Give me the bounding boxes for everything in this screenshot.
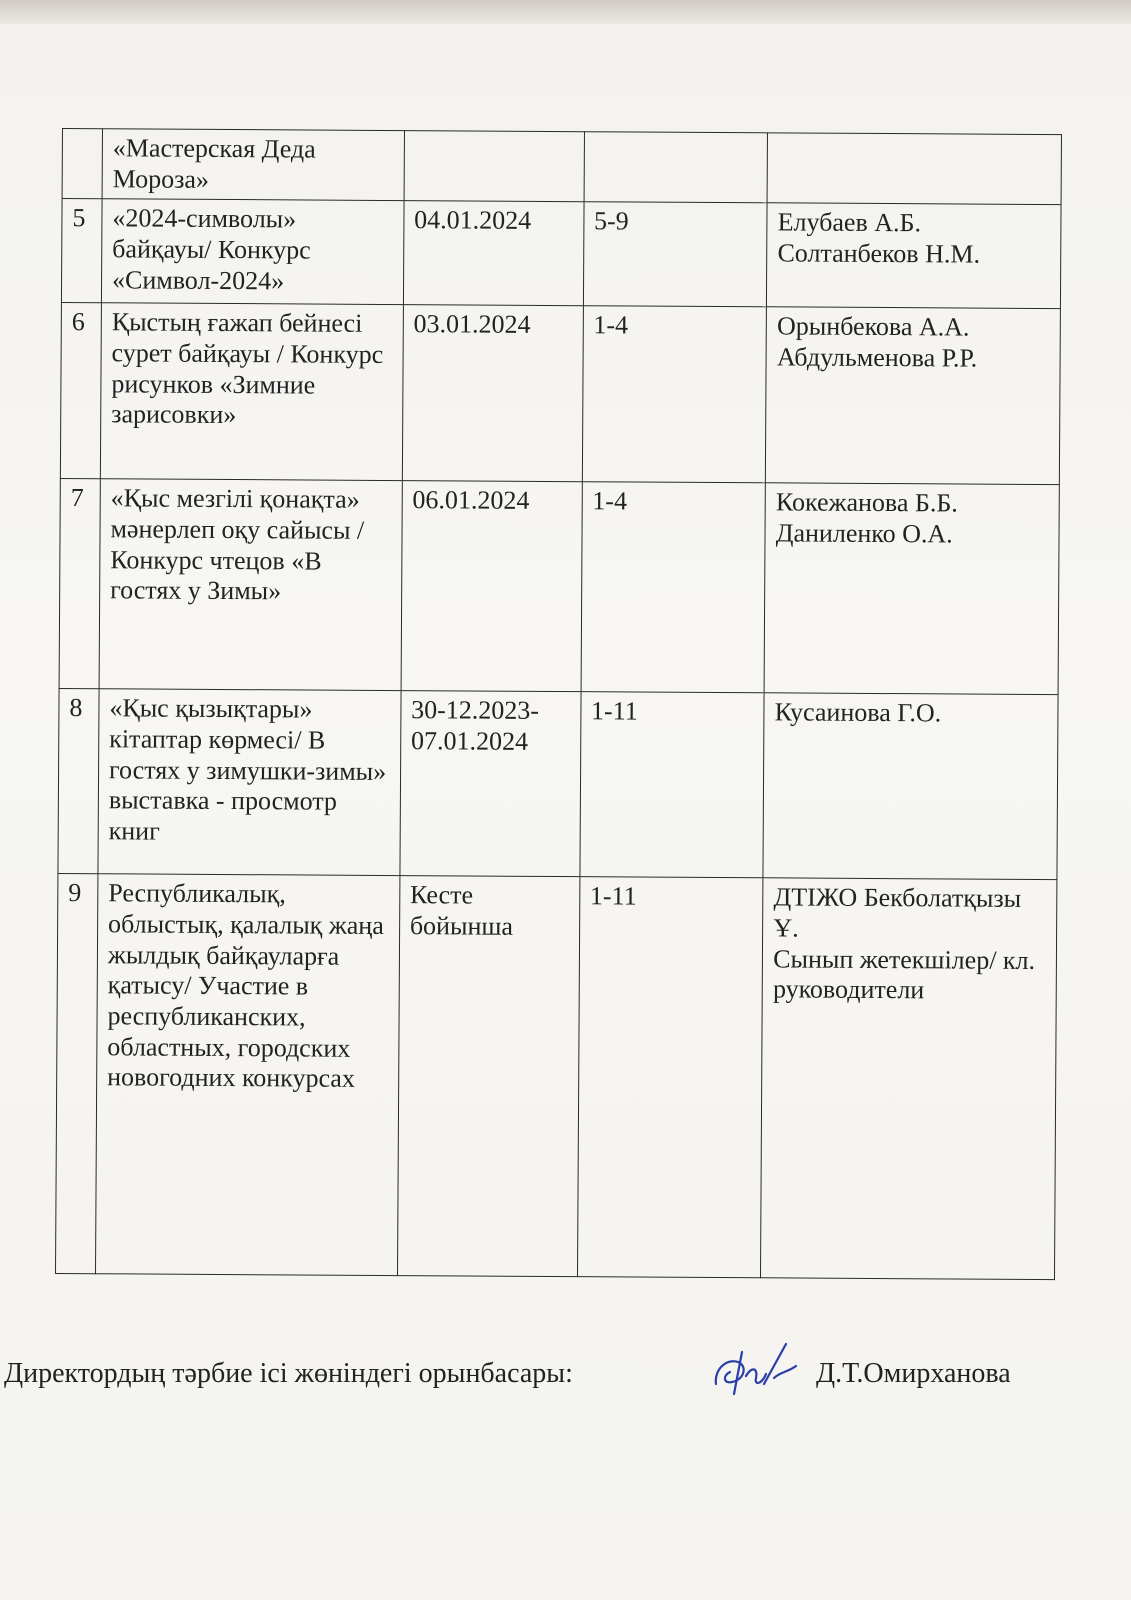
date-cell: 03.01.2024 xyxy=(402,305,583,482)
date-cell: 04.01.2024 xyxy=(403,201,584,306)
table-row xyxy=(58,689,1058,880)
signatory-name: Д.Т.Омирханова xyxy=(816,1358,1011,1389)
row-number: 8 xyxy=(58,689,99,874)
grades-cell: 1-11 xyxy=(580,692,765,878)
grades-cell: 1-4 xyxy=(582,306,767,483)
row-number: 7 xyxy=(59,479,100,689)
events-table xyxy=(55,128,1062,1280)
grades-cell: 1-4 xyxy=(581,482,766,693)
grades-cell: 1-11 xyxy=(577,877,763,1278)
table-row xyxy=(61,199,1061,309)
event-cell: «Мастерская Деда Мороза» xyxy=(102,129,404,201)
row-number: 9 xyxy=(56,874,98,1274)
table-row xyxy=(56,874,1057,1280)
date-cell xyxy=(404,131,584,202)
position-title: Директордың тәрбие ісі жөніндегі орынбасары: xyxy=(4,1358,573,1389)
responsible-cell: Кокежанова Б.Б. Даниленко О.А. xyxy=(764,483,1059,695)
event-cell: «2024-символы» байқауы/ Конкурс «Символ-2024» xyxy=(101,199,403,305)
responsible-cell: Елубаев А.Б. Солтанбеков Н.М. xyxy=(767,203,1061,309)
event-cell: Қыстың ғажап бейнесі сурет байқауы / Конкурс рисунков «Зимние зарисовки» xyxy=(100,303,403,481)
row-number: 6 xyxy=(60,303,101,479)
responsible-cell xyxy=(767,133,1061,205)
row-number xyxy=(62,129,102,200)
table-row xyxy=(60,303,1060,485)
responsible-cell: Кусаинова Г.О. xyxy=(763,693,1058,880)
handwritten-signature xyxy=(704,1332,804,1402)
event-cell: «Қыс мезгілі қонақта» мәнерлеп оқу сайысы / Конкурс чтецов «В гостях у Зимы» xyxy=(99,479,402,691)
event-cell: «Қыс қызықтары» кітаптар көрмесі/ В гостях у зимушки-зимы» выставка - просмотр книг xyxy=(98,689,401,876)
responsible-cell: Орынбекова А.А. Абдульменова Р.Р. xyxy=(766,307,1061,485)
row-number: 5 xyxy=(61,199,102,303)
grades-cell: 5-9 xyxy=(583,202,767,307)
event-cell: Республикалық, облыстық, қалалық жаңа жылдық байқауларға қатысу/ Участие в республиканских, областных, городских новогодних конкурсах xyxy=(95,874,399,1275)
date-cell: 06.01.2024 xyxy=(401,481,582,692)
grades-cell xyxy=(584,132,768,203)
signature-line xyxy=(4,1358,1124,1418)
date-cell: 30-12.2023- 07.01.2024 xyxy=(400,691,581,877)
date-cell: Кесте бойынша xyxy=(397,876,579,1277)
table-row xyxy=(62,129,1061,205)
responsible-cell: ДТІЖО Бекболатқызы Ұ. Сынып жетекшілер/ кл. руководители xyxy=(761,878,1057,1279)
page-fold-shadow xyxy=(0,0,1131,24)
table-row xyxy=(59,479,1059,695)
